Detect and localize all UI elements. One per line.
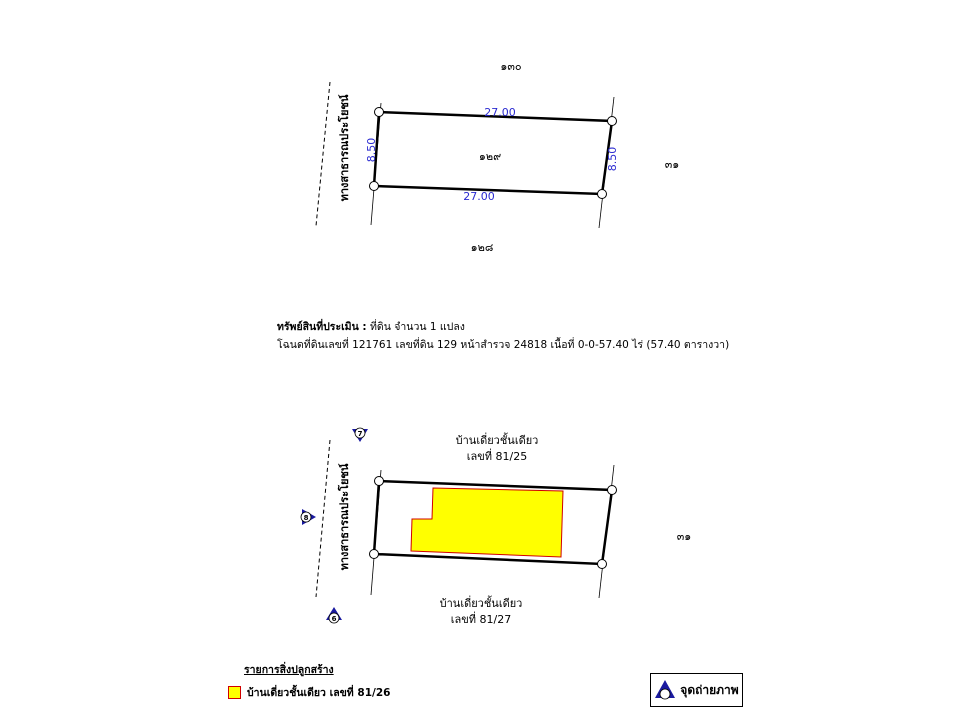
legend-item-label: บ้านเดี่ยวชั้นเดียว เลขที่ 81/26	[247, 687, 391, 699]
photo-point-6	[326, 607, 342, 623]
corner-pin	[370, 550, 379, 559]
corner-pin	[370, 182, 379, 191]
bottom-east-neighbor: ๓๑	[676, 530, 692, 543]
bottom-south-neighbor-line2: เลขที่ 81/27	[450, 613, 512, 626]
property-heading: ทรัพย์สินที่ประเมิน :	[277, 321, 367, 333]
bottom-road-edge-line	[316, 440, 330, 597]
photo-point-key	[650, 673, 743, 707]
photo-point-7	[352, 428, 368, 442]
bottom-length-label: 27.00	[463, 190, 495, 203]
right-width-label: 8.50	[606, 146, 619, 172]
photo-point-icon	[654, 679, 676, 701]
top-parcel-number: ๑๒๙	[478, 150, 502, 163]
top-road-label: ทางสาธารณประโยชน์	[338, 94, 351, 202]
bottom-north-neighbor-line2: เลขที่ 81/25	[466, 450, 528, 463]
top-north-neighbor: ๑๓๐	[500, 60, 522, 73]
property-deed-line: โฉนดที่ดินเลขที่ 121761 เลขที่ดิน 129 หน้าสำรวจ 24818 เนื้อที่ 0-0-57.40 ไร่ (57.40 ตารางวา)	[277, 339, 730, 351]
top-road-edge-line	[316, 82, 330, 226]
corner-pin	[375, 477, 384, 486]
top-length-label: 27.00	[484, 106, 516, 119]
legend-item	[228, 684, 390, 701]
top-east-neighbor: ๓๑	[664, 158, 680, 171]
left-width-label: 8.50	[365, 137, 378, 163]
legend-title: รายการสิ่งปลูกสร้าง	[244, 664, 334, 676]
bottom-plot	[301, 428, 691, 626]
photo-point-number: 8	[303, 514, 309, 522]
photo-point-key-label: จุดถ่ายภาพ	[680, 682, 739, 697]
bottom-road-label: ทางสาธารณประโยชน์	[338, 463, 351, 571]
photo-point-8	[301, 509, 316, 525]
corner-pin	[608, 486, 617, 495]
corner-pin	[608, 117, 617, 126]
bottom-south-neighbor-line1: บ้านเดี่ยวชั้นเดียว	[439, 597, 523, 610]
top-plot	[316, 60, 679, 254]
corner-pin	[375, 108, 384, 117]
photo-point-number: 7	[357, 430, 363, 438]
top-south-neighbor: ๑๒๘	[470, 241, 494, 254]
corner-pin	[598, 560, 607, 569]
property-summary: ที่ดิน จำนวน 1 แปลง	[369, 321, 465, 333]
bottom-north-neighbor-line1: บ้านเดี่ยวชั้นเดียว	[455, 434, 539, 447]
corner-pin	[598, 190, 607, 199]
building-footprint	[411, 488, 563, 557]
photo-point-number: 6	[331, 615, 337, 623]
legend-building-swatch	[228, 686, 241, 699]
property-summary-line	[277, 318, 465, 335]
